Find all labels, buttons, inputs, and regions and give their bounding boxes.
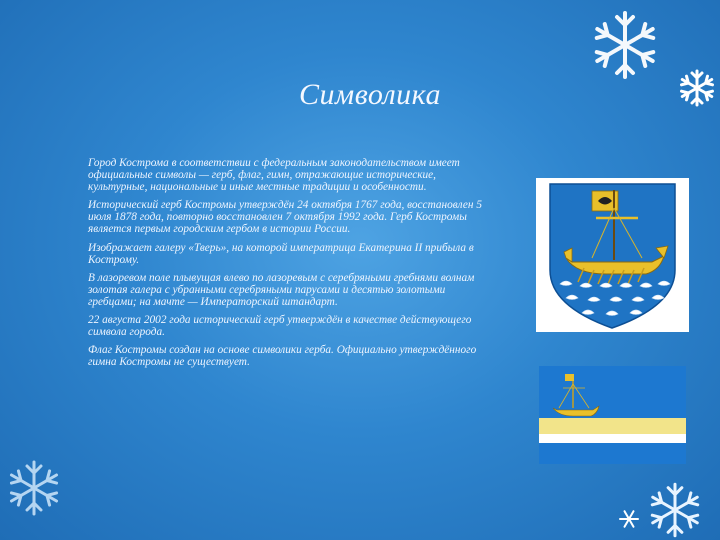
paragraph: Исторический герб Костромы утверждён 24 октября 1767 года, восстановлен 5 июля 1878 года, повторно восстановлен 7 октября 1992 года. Герб Костромы является первым городским гербом в истории России. — [88, 199, 482, 236]
paragraph: Город Кострома в соответствии с федеральным законодательством имеет официальные символы — герб, флаг, гимн, отражающие исторические, культурные, национальные и иные местные традиции и особенности. — [88, 157, 460, 194]
coat-of-arms-image — [536, 178, 689, 332]
paragraph: 22 августа 2002 года исторический герб утверждён в качестве действующего символа города. — [88, 314, 472, 339]
paragraph: В лазоревом поле плывущая влево по лазоревым с серебряными гребнями волнам золотая галера с убранными серебряными парусами и десятью золотыми гребцами; на мачте — Императорский штандарт. — [88, 271, 475, 308]
snowflake-icon — [618, 508, 640, 530]
paragraph: Флаг Костромы создан на основе символики герба. Официально утверждённого гимна Костромы не существует. — [88, 344, 477, 369]
snowflake-icon — [640, 480, 710, 540]
flag-image — [539, 366, 686, 464]
slide-title: Символика — [299, 78, 441, 111]
snowflake-icon — [588, 8, 662, 82]
paragraph: Изображает галеру «Тверь», на которой императрица Екатерина II прибыла в Кострому. — [88, 241, 474, 266]
snowflake-icon — [677, 68, 717, 108]
body-text — [88, 157, 488, 374]
snowflake-icon — [4, 458, 64, 518]
